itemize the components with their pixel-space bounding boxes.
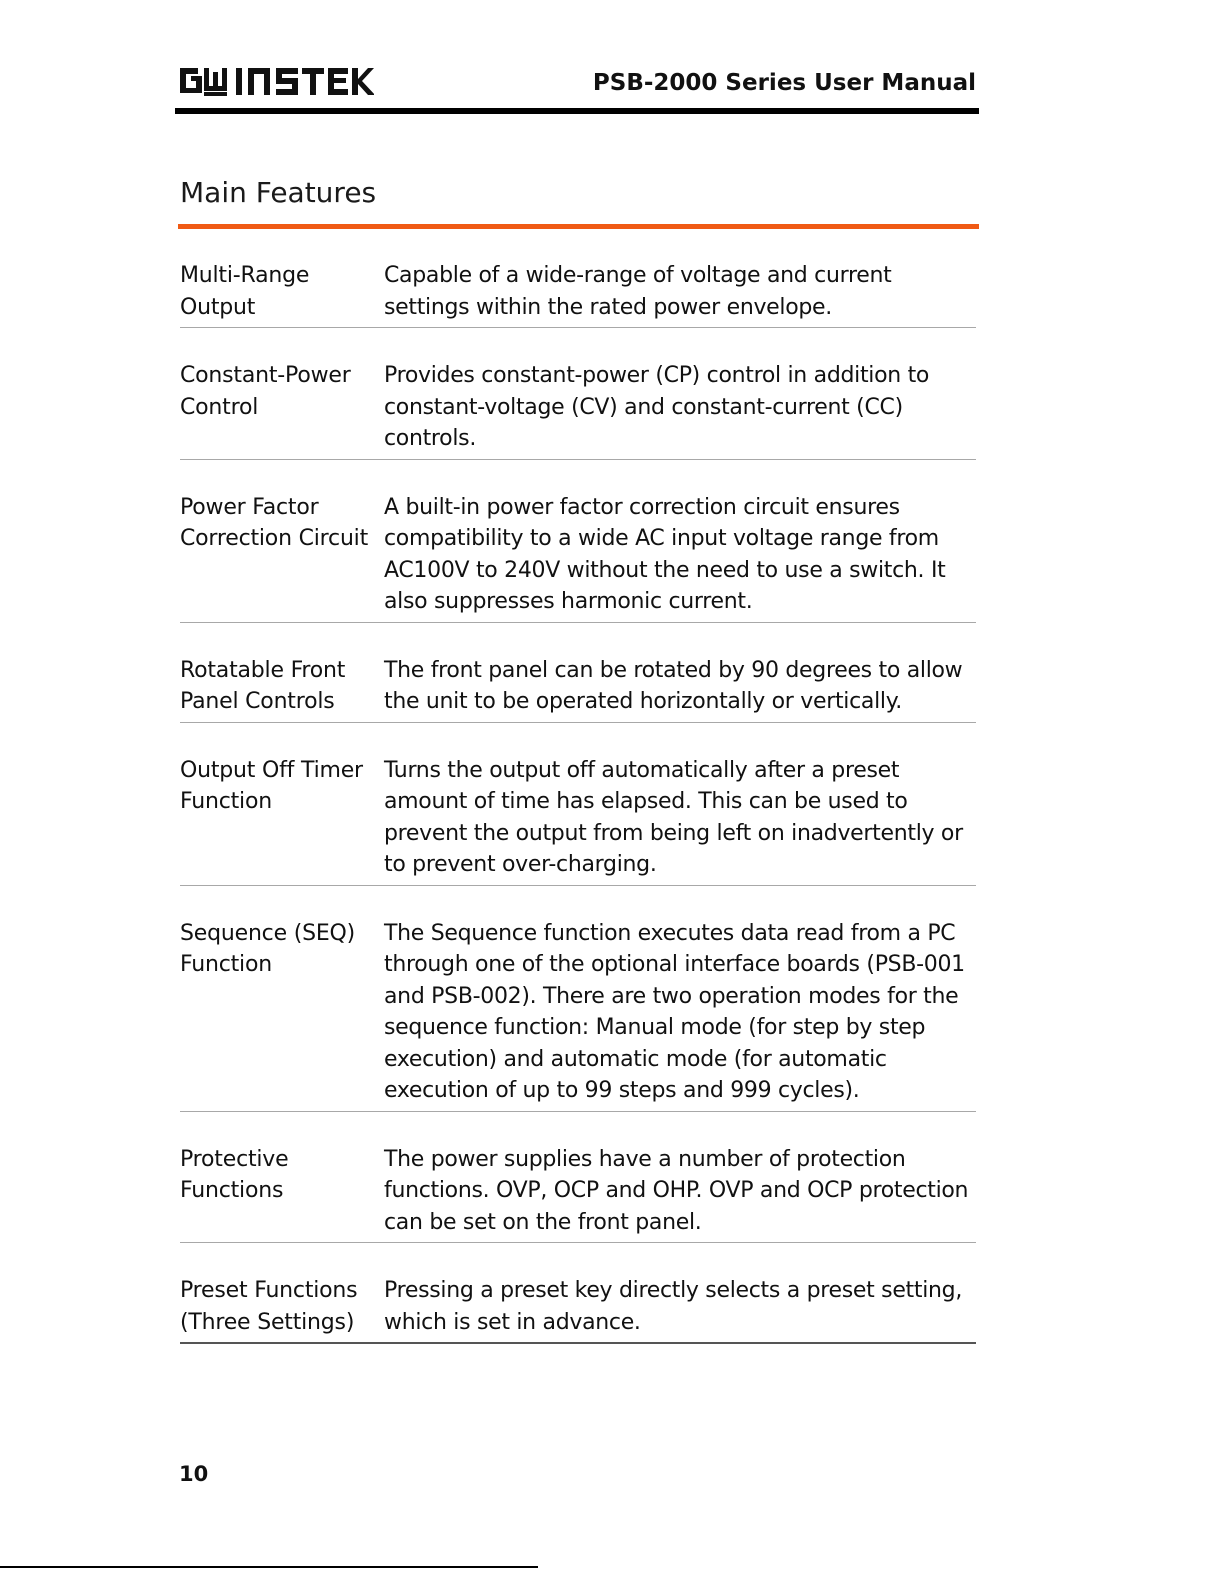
manual-title: PSB-2000 Series User Manual <box>592 70 976 96</box>
feature-name: Output Off Timer Function <box>180 757 363 814</box>
feature-name: Rotatable Front Panel Controls <box>180 657 346 714</box>
feature-name: Power Factor Correction Circuit <box>180 494 369 551</box>
feature-name: Constant-Power Control <box>180 363 351 420</box>
features-table <box>180 260 976 1376</box>
feature-name: Protective Functions <box>180 1146 289 1203</box>
feature-description: A built-in power factor correction circuit ensures compatibility to a wide AC input voltage range from AC100V to 240V without the need to use a switch. It also suppresses harmonic current. <box>384 494 946 614</box>
feature-description: Turns the output off automatically after a preset amount of time has elapsed. This can be used to prevent the output from being left on inadvertently or to prevent over-charging. <box>384 757 963 877</box>
feature-description: The Sequence function executes data read from a PC through one of the optional interface boards (PSB-001 and PSB-002). There are two operation modes for the sequence function: Manual mode (for step by step execution) and automatic mode (for automatic execution of up to 99 steps and 999 cycles). <box>384 920 965 1103</box>
feature-row <box>180 1275 976 1344</box>
feature-row <box>180 492 976 623</box>
feature-name: Sequence (SEQ) Function <box>180 920 356 977</box>
feature-row <box>180 918 976 1112</box>
feature-description: Capable of a wide-range of voltage and current settings within the rated power envelope. <box>384 263 892 320</box>
header-rule <box>175 108 979 114</box>
page-header <box>178 62 978 112</box>
gw-instek-logo <box>178 64 374 98</box>
feature-description: The power supplies have a number of protection functions. OVP, OCP and OHP. OVP and OCP protection can be set on the front panel. <box>384 1146 969 1235</box>
feature-description: The front panel can be rotated by 90 degrees to allow the unit to be operated horizontally or vertically. <box>384 657 963 714</box>
section-title: Main Features <box>180 176 377 209</box>
feature-row <box>180 1144 976 1244</box>
section-accent-rule <box>178 224 979 229</box>
feature-name: Preset Functions (Three Settings) <box>180 1278 358 1335</box>
feature-description: Provides constant-power (CP) control in addition to constant-voltage (CV) and constant-current (CC) controls. <box>384 363 930 451</box>
feature-name: Multi-Range Output <box>180 263 310 320</box>
feature-row <box>180 655 976 723</box>
feature-description: Pressing a preset key directly selects a preset setting, which is set in advance. <box>384 1278 963 1335</box>
feature-row <box>180 755 976 886</box>
page-number: 10 <box>179 1462 209 1486</box>
feature-row <box>180 260 976 328</box>
feature-row <box>180 360 976 460</box>
page-bottom-edge <box>0 1566 538 1568</box>
